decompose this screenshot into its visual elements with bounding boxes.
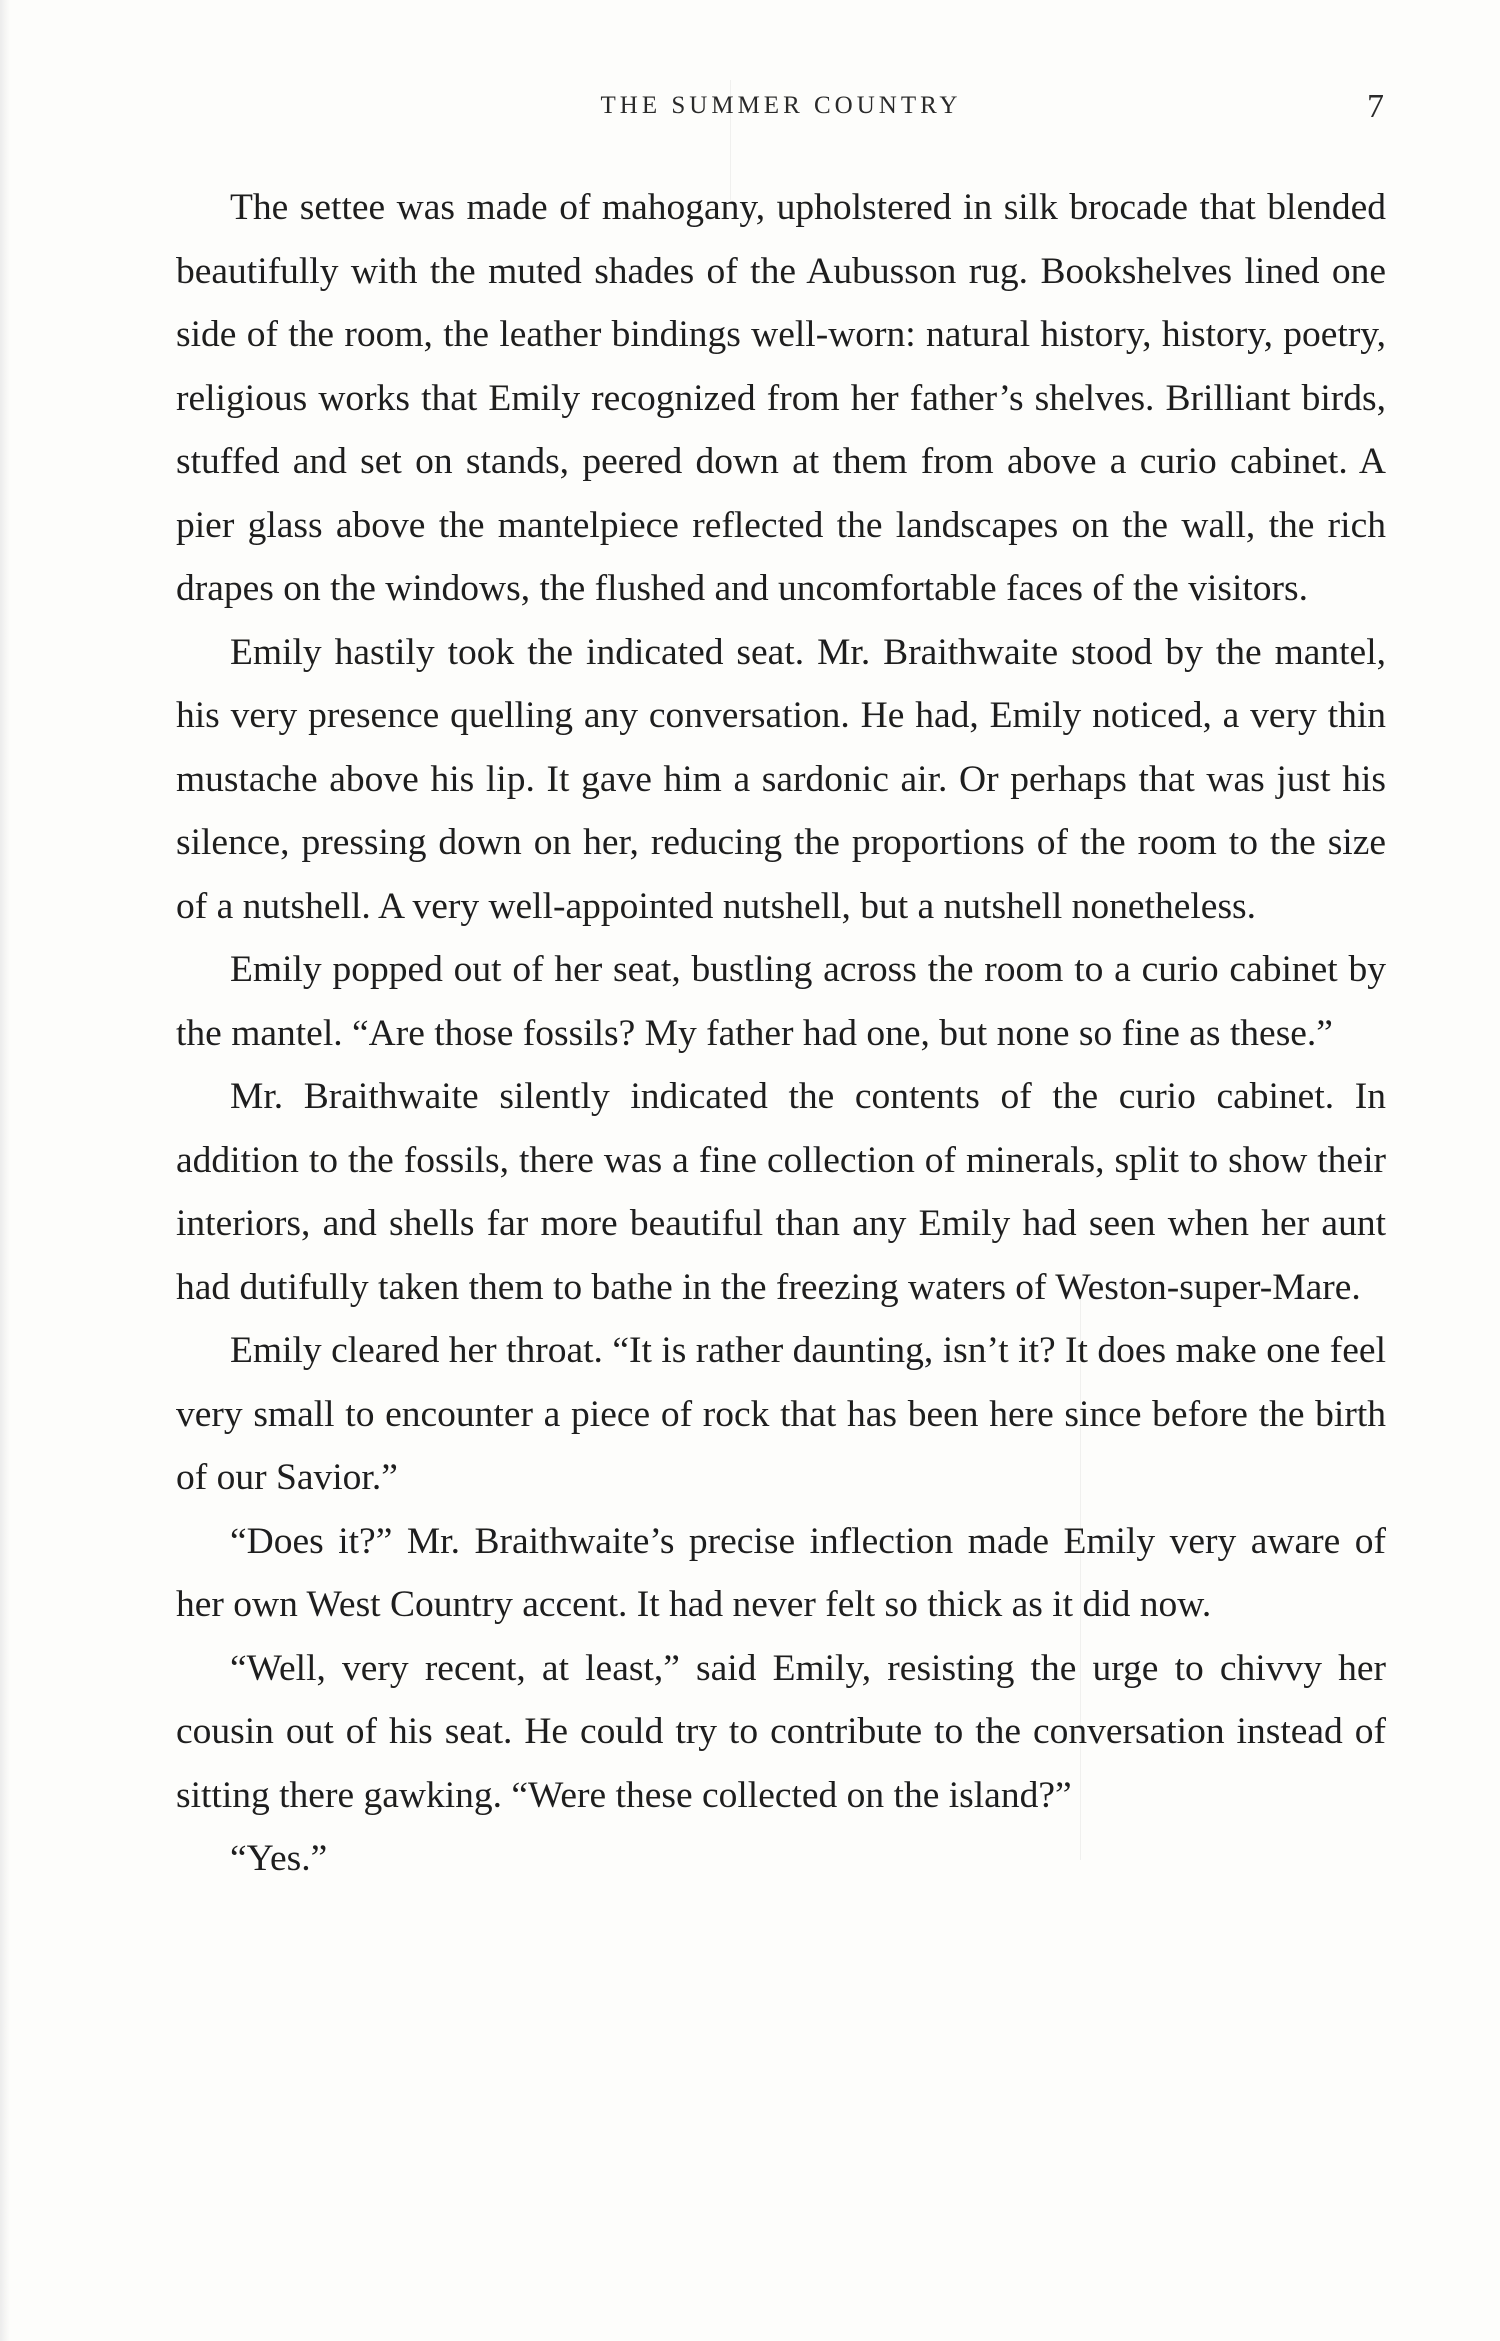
paragraph: The settee was made of mahogany, upholstered in silk brocade that blended beautifully with the muted shades of the Aubusson rug. Bookshelves lined one side of the room, the leather bindings well-worn: natural history, history, poetry, religious works that Emily recognized from her father’s shelves. Brilliant birds, stuffed and set on stands, peered down at them from above a curio cabinet. A pier glass above the mantelpiece reflected the landscapes on the wall, the rich drapes on the windows, the flushed and uncomfortable faces of the visitors. (176, 187, 1386, 609)
paragraph: Emily cleared her throat. “It is rather daunting, isn’t it? It does make one feel very small to encounter a piece of rock that has been here since before the birth of our Savior.” (176, 1330, 1386, 1498)
paragraph: “Does it?” Mr. Braithwaite’s precise inflection made Emily very aware of her own West Country accent. It had never felt so thick as it did now. (176, 1520, 1386, 1625)
page-header (176, 88, 1386, 132)
paragraph: “Well, very recent, at least,” said Emily, resisting the urge to chivvy her cousin out of his seat. He could try to contribute to the conversation instead of sitting there gawking. “Were these collected on the island?” (176, 1647, 1386, 1816)
paragraph: Emily hastily took the indicated seat. Mr. Braithwaite stood by the mantel, his very presence quelling any conversation. He had, Emily noticed, a very thin mustache above his lip. It gave him a sardonic air. Or perhaps that was just his silence, pressing down on her, reducing the proportions of the room to the size of a nutshell. A very well-appointed nutshell, but a nutshell nonetheless. (176, 631, 1386, 927)
paragraph: “Yes.” (230, 1838, 328, 1879)
page-number: 7 (1367, 88, 1384, 125)
paragraph: Mr. Braithwaite silently indicated the contents of the curio cabinet. In addition to the fossils, there was a fine collection of minerals, split to show their interiors, and shells far more beautiful than any Emily had seen when her aunt had dutifully taken them to bathe in the freezing waters of Weston-super-Mare. (176, 1076, 1386, 1308)
paragraph: Emily popped out of her seat, bustling across the room to a curio cabinet by the mantel. “Are those fossils? My father had one, but none so fine as these.” (176, 949, 1386, 1054)
page-edge-shadow (0, 0, 10, 2341)
running-head: THE SUMMER COUNTRY (600, 92, 962, 119)
body-text (176, 176, 1386, 1891)
